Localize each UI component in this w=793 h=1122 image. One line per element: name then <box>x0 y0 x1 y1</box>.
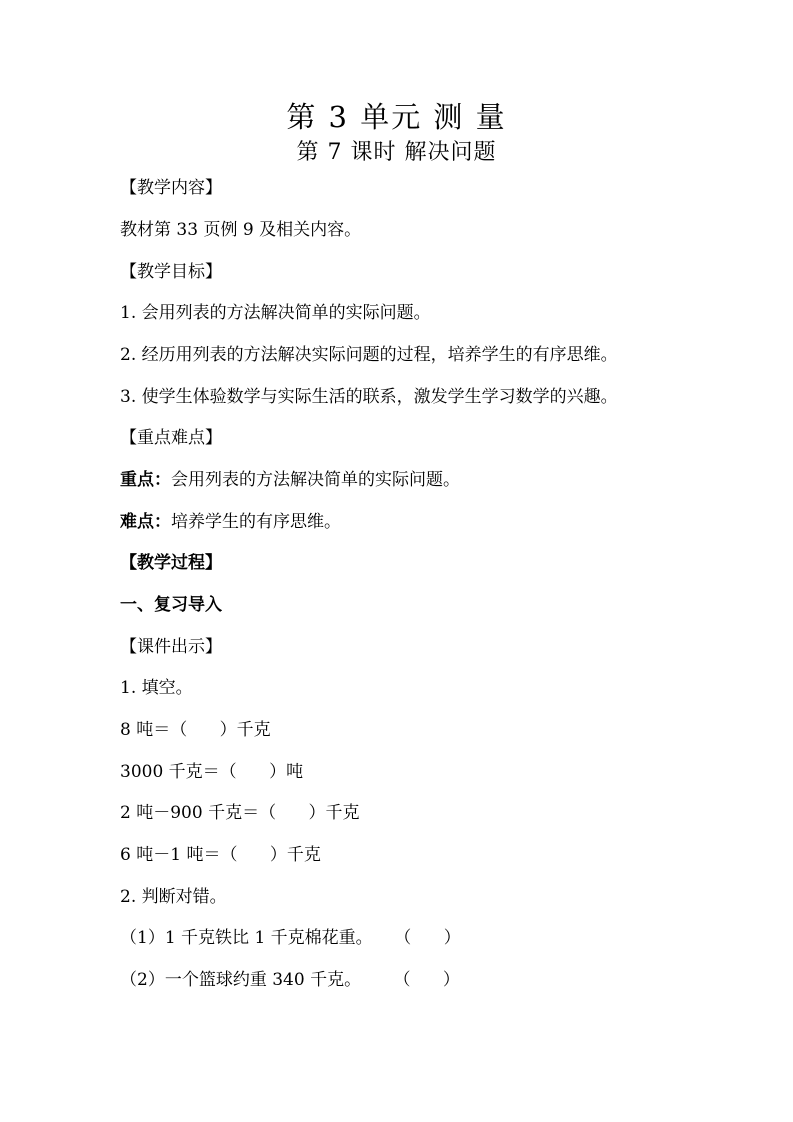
key-text: 会用列表的方法解决简单的实际问题。 <box>171 470 460 490</box>
keypoints-heading: 【重点难点】 <box>120 428 222 448</box>
key-point <box>120 468 460 492</box>
goal-item-3: 3. 使学生体验数学与实际生活的联系，激发学生学习数学的兴趣。 <box>120 387 618 407</box>
lesson-subtitle: 第 7 课时 解决问题 <box>296 140 497 165</box>
q1-item-4: 6 吨－1 吨＝（ ）千克 <box>120 845 321 865</box>
q1-item-3: 2 吨－900 千克＝（ ）千克 <box>120 803 360 823</box>
goal-item-1: 1. 会用列表的方法解决简单的实际问题。 <box>120 303 431 323</box>
difficult-label: 难点： <box>120 512 171 532</box>
content-heading: 【教学内容】 <box>120 178 222 198</box>
key-label: 重点： <box>120 470 171 490</box>
review-heading: 一、复习导入 <box>120 595 222 615</box>
q1-item-2: 3000 千克＝（ ）吨 <box>120 762 304 782</box>
content-text: 教材第 33 页例 9 及相关内容。 <box>120 220 362 240</box>
q1-item-1: 8 吨＝（ ）千克 <box>120 720 271 740</box>
goals-heading: 【教学目标】 <box>120 262 222 282</box>
question-2-title: 2. 判断对错。 <box>120 887 227 907</box>
q2-item-1: （1）1 千克铁比 1 千克棉花重。 （ ） <box>120 928 461 948</box>
courseware-heading: 【课件出示】 <box>120 637 222 657</box>
difficult-text: 培养学生的有序思维。 <box>171 512 341 532</box>
process-heading: 【教学过程】 <box>120 553 222 573</box>
goal-item-2: 2. 经历用列表的方法解决实际问题的过程，培养学生的有序思维。 <box>120 345 618 365</box>
page-title: 第 3 单元 测 量 <box>286 100 507 134</box>
difficult-point <box>120 510 341 534</box>
question-1-title: 1. 填空。 <box>120 678 193 698</box>
q2-item-2: （2）一个篮球约重 340 千克。 （ ） <box>120 970 460 990</box>
